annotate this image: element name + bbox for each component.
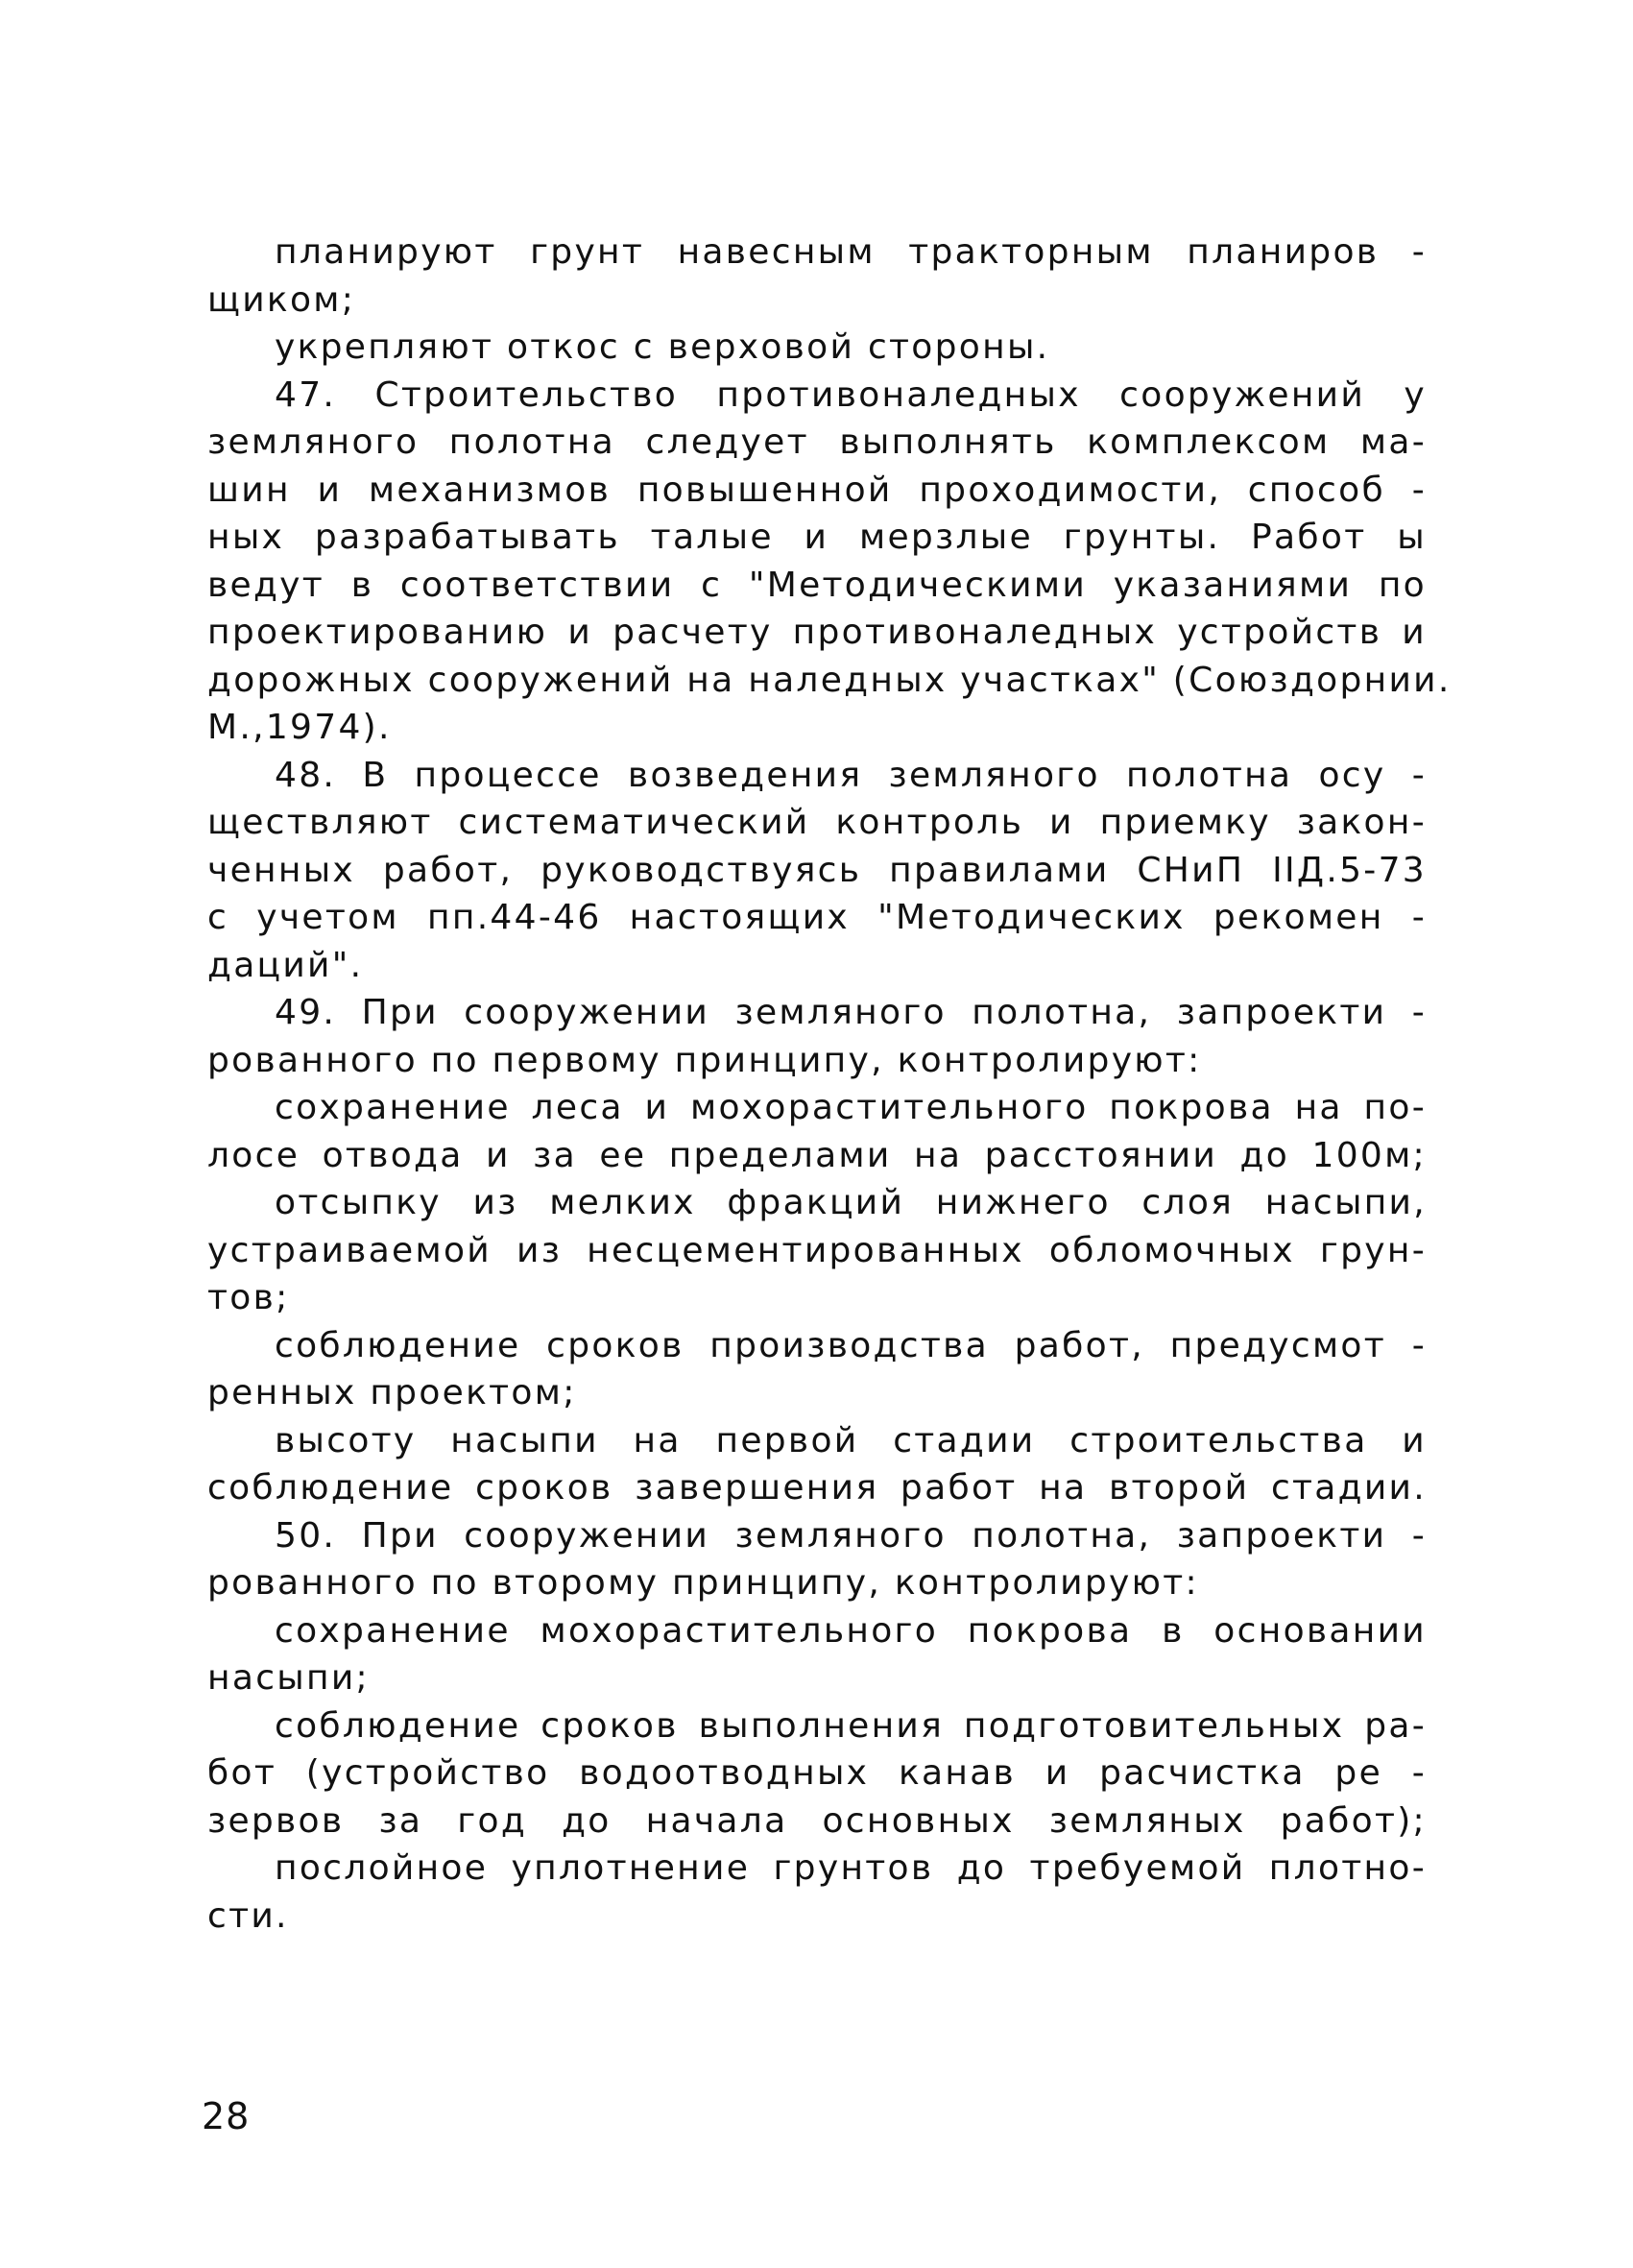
text-line: высоту насыпи на первой стадии строительства и (275, 1420, 1427, 1460)
text-line: шин и механизмов повышенной проходимости, способ - (207, 470, 1427, 510)
text-line: сти. (207, 1895, 289, 1936)
text-line: соблюдение сроков производства работ, предусмот - (275, 1325, 1427, 1365)
text-line: тов; (207, 1278, 290, 1317)
text-line: даций". (207, 945, 364, 985)
text-line: отсыпку из мелких фракций нижнего слоя насыпи, (275, 1183, 1427, 1222)
text-line: ренных проектом; (207, 1373, 577, 1412)
text-line: 47. Строительство противоналедных сооружений у (275, 374, 1427, 415)
text-line: 49. При сооружении земляного полотна, запроекти - (275, 993, 1427, 1032)
text-line: устраиваемой из несцементированных обломочных грун- (207, 1230, 1427, 1270)
page-number: 28 (202, 2095, 251, 2137)
text-line: проектированию и расчету противоналедных устройств и (207, 613, 1427, 652)
text-line: ченных работ, руководствуясь правилами СНиП IIД.5-73 (207, 850, 1427, 890)
text-line: ведут в соответствии с "Методическими указаниями по (207, 565, 1427, 605)
text-line: М.,1974). (207, 708, 392, 747)
body-text (207, 229, 1452, 1940)
text-line: укрепляют откос с верховой стороны. (275, 327, 1050, 367)
text-line: щиком; (207, 279, 356, 320)
text-line: 48. В процессе возведения земляного полотна осу - (275, 755, 1427, 795)
text-line: с учетом пп.44-46 настоящих "Методических рекомен - (207, 898, 1427, 937)
text-line: сохранение мохорастительного покрова в основании (275, 1610, 1427, 1651)
text-line: насыпи; (207, 1658, 370, 1698)
text-line: послойное уплотнение грунтов до требуемой плотно- (275, 1848, 1427, 1888)
text-line: 50. При сооружении земляного полотна, запроекти - (275, 1515, 1427, 1556)
text-line: рованного по второму принципу, контролируют: (207, 1563, 1199, 1603)
text-line: бот (устройство водоотводных канав и расчистка ре - (207, 1753, 1427, 1793)
text-line: планируют грунт навесным тракторным планиров - (275, 232, 1427, 272)
text-line: земляного полотна следует выполнять комплексом ма- (207, 422, 1427, 462)
text-line: рованного по первому принципу, контролируют: (207, 1040, 1202, 1080)
text-line: лосе отвода и за ее пределами на расстоянии до 100м; (207, 1135, 1427, 1175)
text-line: соблюдение сроков выполнения подготовительных ра- (275, 1705, 1427, 1746)
text-line: дорожных сооружений на наледных участках" (Союздорнии. (207, 660, 1452, 700)
text-line: зервов за год до начала основных земляных работ); (207, 1800, 1427, 1841)
text-line: ных разрабатывать талые и мерзлые грунты. Работ ы (207, 518, 1427, 557)
text-line: ществляют систематический контроль и приемку закон- (207, 803, 1427, 842)
text-line: соблюдение сроков завершения работ на второй стадии. (207, 1468, 1427, 1508)
text-line: сохранение леса и мохорастительного покрова на по- (275, 1088, 1427, 1127)
